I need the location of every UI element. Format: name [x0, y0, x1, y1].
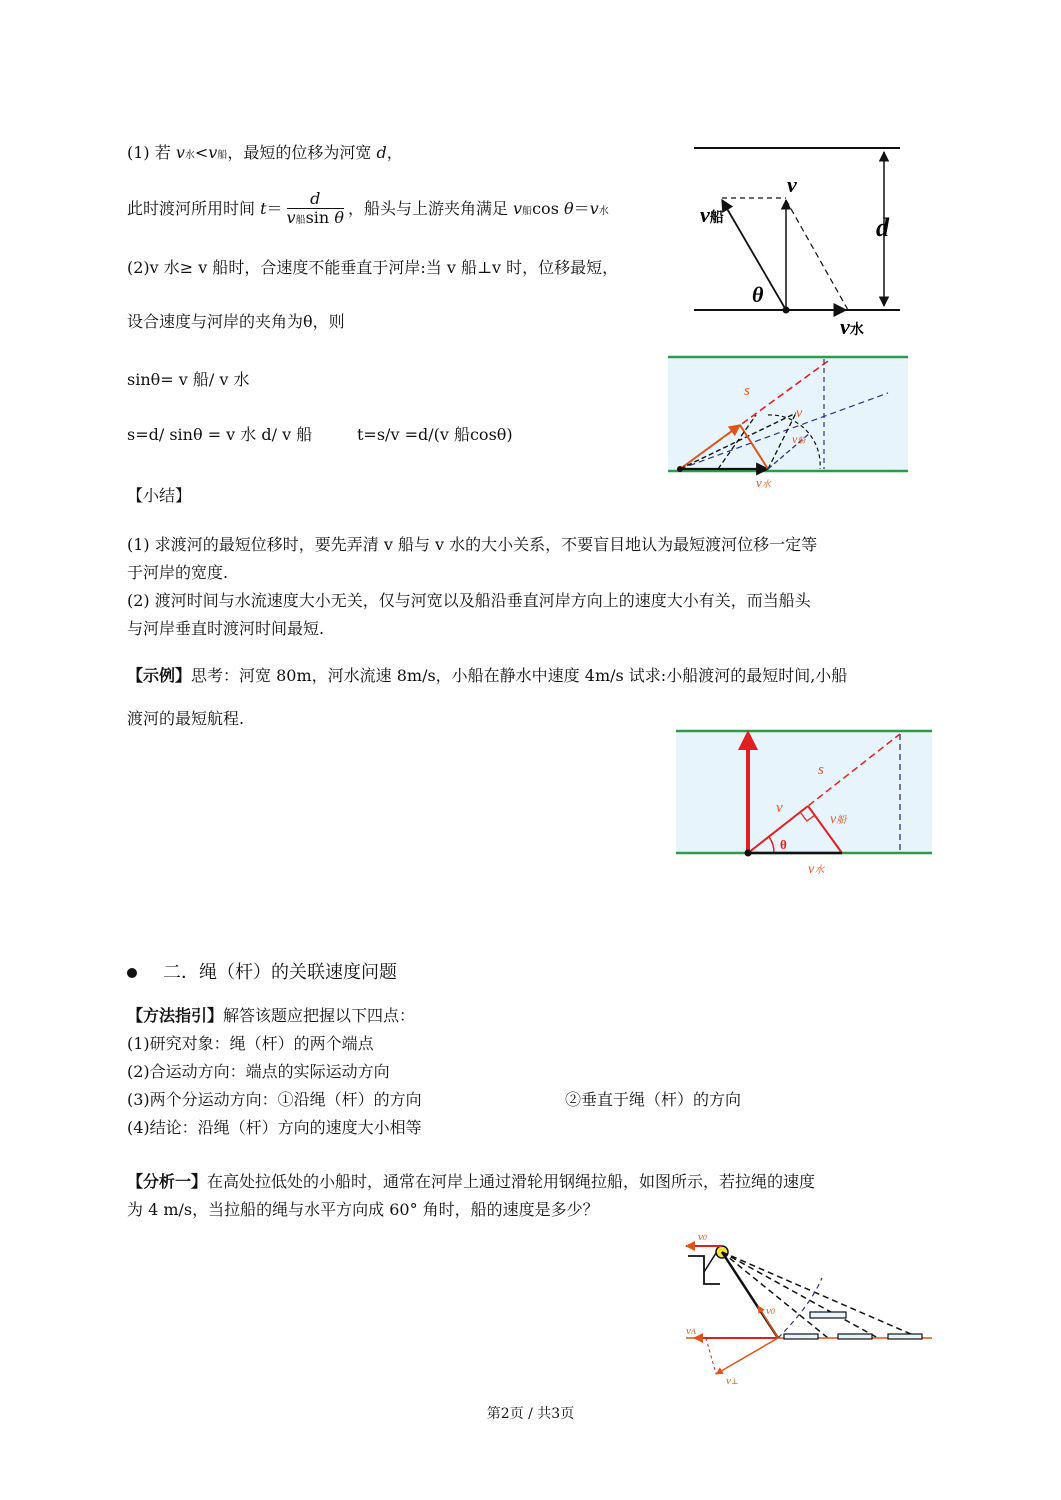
summary-p2a: (2) 渡河时间与水流速度大小无关，仅与河宽以及船沿垂直河岸方向上的速度大小有关，而当船头: [127, 591, 811, 610]
analysis-label: 【分析一】: [127, 1172, 208, 1191]
line-1: [127, 143, 403, 166]
text: ，船头与上游夹角满足: [347, 199, 514, 218]
label-vboat: [830, 812, 847, 827]
dashed-diagonal: [786, 200, 848, 310]
example-line-2: 渡河的最短航程.: [127, 709, 245, 728]
text: (1) 若: [127, 143, 176, 162]
boat-4: [810, 1312, 846, 1318]
rope-dash-3: [722, 1252, 920, 1338]
label-v: v: [776, 800, 783, 816]
symbol-theta: θ: [334, 207, 344, 227]
rope-dash-1: [722, 1252, 828, 1338]
figure-velocity-triangle: [690, 140, 910, 340]
label-theta: θ: [780, 837, 787, 852]
method-text: 解答该题应把握以下四点：: [223, 1006, 416, 1025]
label-vboat: [700, 202, 724, 227]
text: <: [194, 143, 209, 162]
label-sub: 船: [709, 211, 724, 226]
method-label: 【方法指引】: [127, 1006, 224, 1025]
line-3: (2)v 水≥ v 船时，合速度不能垂直于河岸:当 v 船⊥v 时，位移最短，: [127, 258, 619, 277]
label-s: s: [744, 383, 750, 399]
start-point: [677, 466, 683, 472]
line-5: sinθ= v 船/ v 水: [127, 370, 250, 389]
symbol-d: d: [376, 143, 387, 162]
symbol-v: v: [286, 207, 296, 227]
symbol-v: v: [589, 199, 599, 218]
vperp-arrow: [716, 1338, 778, 1374]
label-sub: 船: [836, 815, 847, 826]
label-sub: 水: [849, 323, 864, 338]
text: 此时渡河所用时间: [127, 199, 261, 218]
water-area: [668, 357, 908, 471]
label-sub: 水: [814, 865, 825, 876]
label-v-symbol: v: [766, 1305, 771, 1317]
fraction-numerator: d: [287, 190, 344, 209]
text: cos: [532, 199, 564, 218]
label-v-symbol: v: [686, 1325, 691, 1337]
symbol-v: v: [208, 143, 218, 162]
analysis-text: 在高处拉低处的小船时，通常在河岸上通过滑轮用钢绳拉船，如图所示，若拉绳的速度: [207, 1172, 816, 1191]
text: ，: [386, 143, 403, 162]
label-v-symbol: v: [792, 432, 798, 446]
label-v: v: [787, 172, 797, 197]
subscript: 船: [295, 214, 306, 226]
label-vwater: [756, 475, 772, 490]
method-item-3b: ②垂直于绳（杆）的方向: [565, 1090, 742, 1109]
subscript: 船: [522, 206, 533, 217]
rope-dash-2: [722, 1252, 878, 1338]
fraction: [287, 190, 344, 230]
text: ＝: [266, 199, 283, 218]
label-v-symbol: v: [700, 202, 710, 227]
figure-example: [676, 728, 936, 878]
text: ，最短的位移为河宽: [227, 143, 377, 162]
label-v: v: [796, 406, 803, 421]
subscript: 水: [184, 150, 195, 161]
start-point: [745, 850, 752, 857]
line-6b: t=s/v =d/(v 船cosθ): [357, 425, 513, 444]
boat-1: [784, 1334, 818, 1339]
label-v-symbol: v: [830, 812, 837, 827]
boat-3: [888, 1334, 922, 1339]
example-text: 思考：河宽 80m，河水流速 8m/s，小船在静水中速度 4m/s 试求:小船渡河的最短时间,小船: [191, 666, 848, 685]
label-v0-rope: [766, 1305, 775, 1317]
label-vwater: [840, 314, 864, 339]
method-item-1: (1)研究对象：绳（杆）的两个端点: [127, 1034, 374, 1053]
line-4: 设合速度与河岸的夹角为θ，则: [127, 312, 345, 331]
symbol-v: v: [175, 143, 185, 162]
label-sub: A: [690, 1327, 696, 1336]
section-title: 二．绳（杆）的关联速度问题: [163, 962, 397, 983]
line-6a: s=d/ sinθ = v 水 d/ v 船: [127, 425, 313, 444]
label-v-symbol: v: [726, 1375, 731, 1387]
label-v0-top: [698, 1231, 707, 1243]
figure-shortest-displacement: [668, 355, 912, 495]
symbol-theta: θ: [563, 199, 574, 218]
label-sub: 船: [797, 436, 806, 445]
symbol-t: t: [260, 199, 267, 218]
method-line: [127, 1006, 415, 1026]
summary-heading: 【小结】: [127, 486, 192, 505]
symbol-v: v: [513, 199, 523, 218]
label-v-symbol: v: [840, 314, 850, 339]
method-item-4: (4)结论：沿绳（杆）方向的速度大小相等: [127, 1118, 422, 1137]
label-d: d: [876, 213, 889, 242]
dash-vert: [706, 1338, 716, 1374]
label-theta: θ: [752, 282, 764, 307]
label-v-symbol: v: [808, 862, 815, 877]
summary-p2b: 与河岸垂直时渡河时间最短.: [127, 619, 325, 638]
subscript: 船: [217, 150, 228, 161]
label-vwater: [808, 862, 825, 877]
label-vA: [686, 1325, 696, 1337]
text: ＝: [573, 199, 590, 218]
boat-point: [783, 307, 790, 314]
section-bullet: [127, 968, 137, 978]
method-item-2: (2)合运动方向：端点的实际运动方向: [127, 1062, 390, 1081]
label-v-symbol: v: [756, 475, 762, 490]
bank: [688, 1256, 720, 1284]
label-sub: ⊥: [730, 1377, 739, 1386]
water-area: [676, 731, 932, 853]
line-2: [127, 186, 609, 235]
analysis-line-1: [127, 1172, 815, 1192]
analysis-line-2: 为 4 m/s，当拉船的绳与水平方向成 60° 角时，船的速度是多少？: [127, 1200, 599, 1219]
method-item-3a: (3)两个分运动方向：①沿绳（杆）的方向: [127, 1090, 422, 1109]
figure-pulley: [680, 1226, 936, 1390]
summary-p1a: (1) 求渡河的最短位移时，要先弄清 v 船与 v 水的大小关系，不要盲目地认为最短渡河位移一定等: [127, 535, 818, 554]
label-sub: 水: [761, 479, 771, 489]
fraction-denominator: [287, 209, 344, 230]
label-sub: 0: [770, 1307, 775, 1316]
label-vperp: [726, 1375, 738, 1387]
example-line-1: [127, 666, 847, 686]
label-v-symbol: v: [698, 1231, 703, 1243]
label-sub: 0: [702, 1233, 707, 1242]
summary-p1b: 于河岸的宽度.: [127, 563, 229, 582]
label-s: s: [818, 762, 824, 778]
boat-2: [838, 1334, 872, 1339]
page-footer: 第2页 / 共3页: [486, 1406, 575, 1422]
text: sin: [305, 207, 335, 227]
subscript: 水: [598, 206, 609, 217]
example-label: 【示例】: [127, 666, 192, 685]
